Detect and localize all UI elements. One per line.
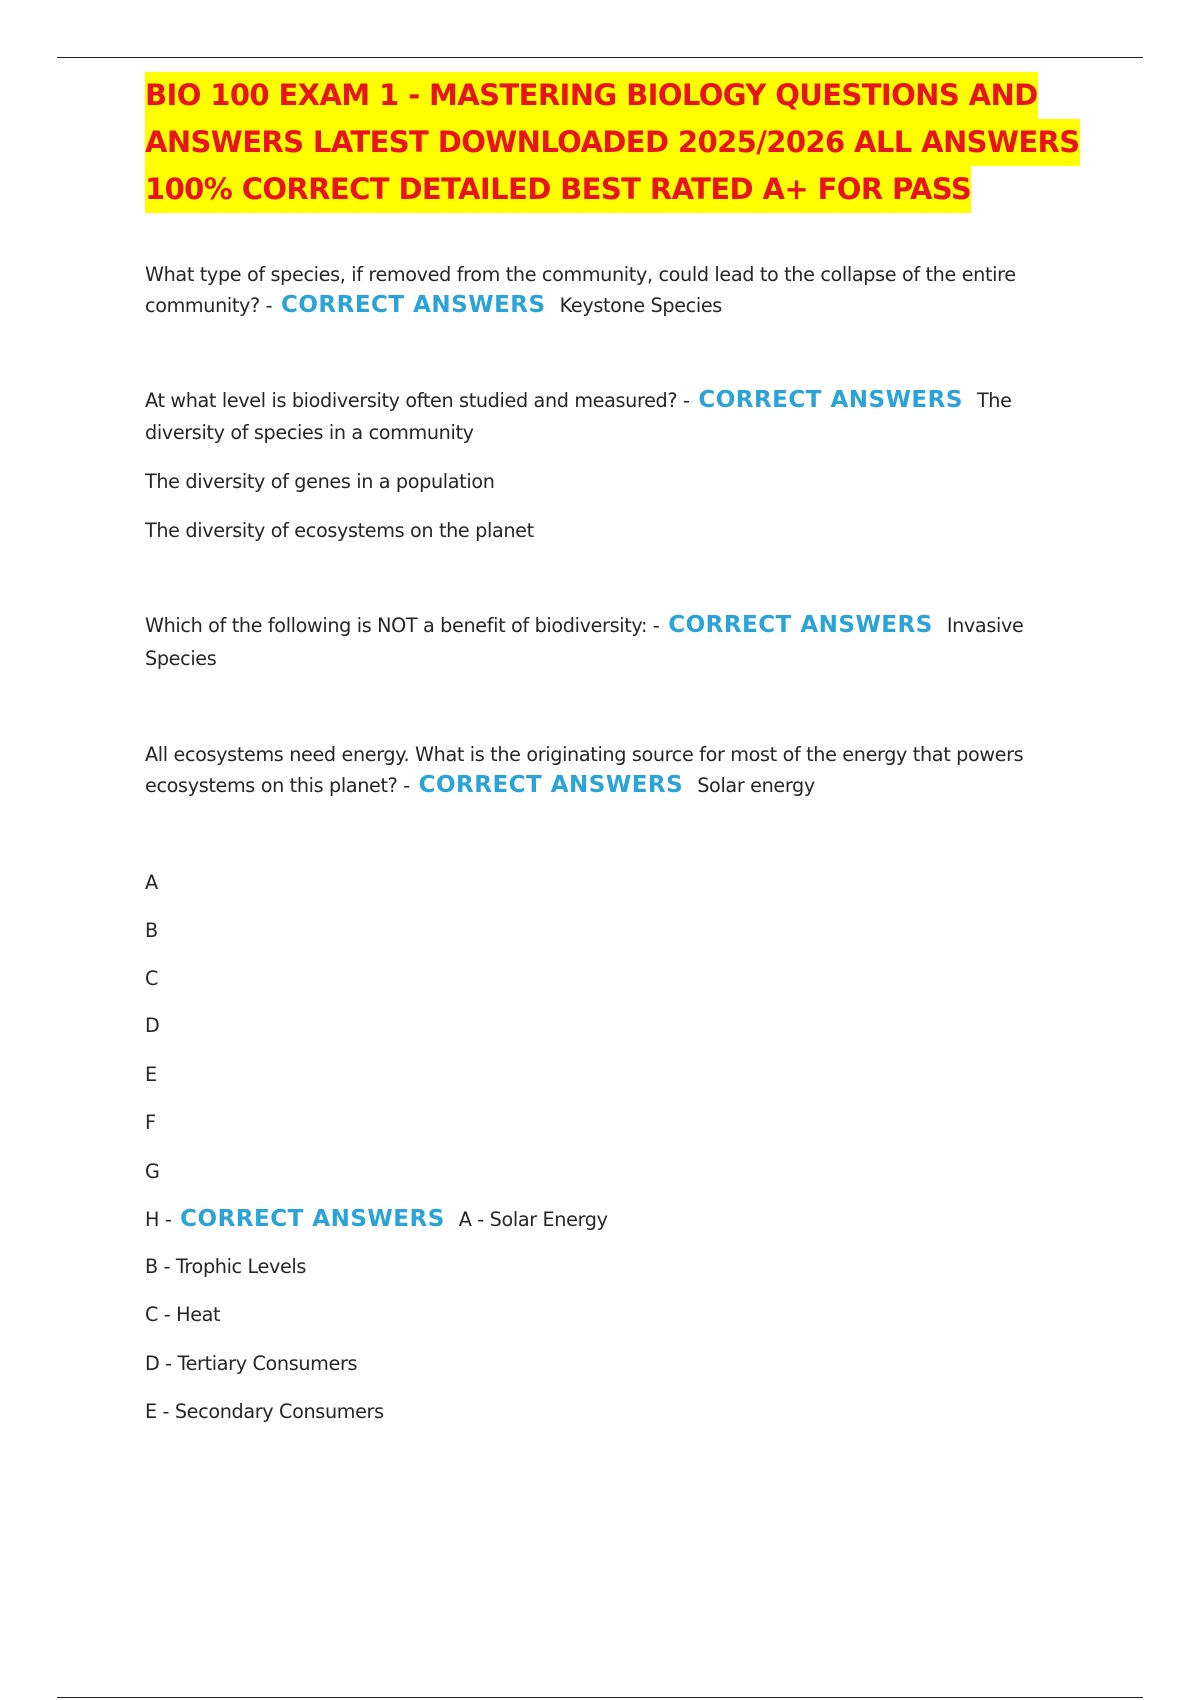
- q5-letter-g: G: [145, 1160, 160, 1183]
- q5-letter-f: F: [145, 1111, 156, 1134]
- q3-line-1: [145, 610, 1080, 641]
- q5-answer-b: B - Trophic Levels: [145, 1255, 307, 1278]
- q5-letter-a: A: [145, 871, 158, 894]
- correct-answers-label: CORRECT ANSWERS: [280, 292, 546, 318]
- document-title: [145, 72, 1105, 213]
- q2-question: At what level is biodiversity often studied and measured? -: [145, 389, 690, 412]
- q4-question-end: ecosystems on this planet? -: [145, 774, 410, 797]
- q1-line-1: What type of species, if removed from the community, could lead to the collapse of the entire: [145, 263, 1016, 286]
- q5-letter-e: E: [145, 1063, 157, 1086]
- q3-line-2: Species: [145, 647, 217, 670]
- q5-answer-a: A - Solar Energy: [458, 1208, 608, 1231]
- q4-line-2: [145, 770, 1080, 801]
- q1-answer: Keystone Species: [559, 294, 722, 317]
- bottom-rule: [57, 1697, 1143, 1698]
- q2-line-2: diversity of species in a community: [145, 421, 474, 444]
- q3-question: Which of the following is NOT a benefit of biodiversity: -: [145, 614, 660, 637]
- q1-question-end: community? -: [145, 294, 273, 317]
- correct-answers-label: CORRECT ANSWERS: [418, 772, 684, 798]
- q2-answer-start: The: [976, 389, 1012, 412]
- top-rule: [57, 57, 1143, 58]
- q5-answer-e: E - Secondary Consumers: [145, 1400, 384, 1423]
- title-line-1: BIO 100 EXAM 1 - MASTERING BIOLOGY QUESTIONS AND: [145, 72, 1038, 119]
- q5-letter-d: D: [145, 1014, 160, 1037]
- correct-answers-label: CORRECT ANSWERS: [180, 1206, 445, 1232]
- correct-answers-label: CORRECT ANSWERS: [698, 387, 963, 413]
- q5-letter-h: H -: [145, 1208, 172, 1231]
- q3-answer-start: Invasive: [946, 614, 1024, 637]
- q5-letter-c: C: [145, 967, 159, 990]
- q5-line-h: [145, 1204, 1080, 1235]
- q2-line-4: The diversity of ecosystems on the planet: [145, 519, 534, 542]
- q1-line-2: [145, 290, 1080, 321]
- q2-line-3: The diversity of genes in a population: [145, 470, 495, 493]
- correct-answers-label: CORRECT ANSWERS: [668, 612, 933, 638]
- q5-answer-d: D - Tertiary Consumers: [145, 1352, 358, 1375]
- title-line-2: ANSWERS LATEST DOWNLOADED 2025/2026 ALL ANSWERS: [145, 119, 1080, 166]
- q4-line-1: All ecosystems need energy. What is the originating source for most of the energy that powers: [145, 743, 1024, 766]
- q5-answer-c: C - Heat: [145, 1303, 221, 1326]
- q5-letter-b: B: [145, 919, 158, 942]
- title-line-3: 100% CORRECT DETAILED BEST RATED A+ FOR PASS: [145, 166, 971, 213]
- q4-answer: Solar energy: [697, 774, 815, 797]
- q2-line-1: [145, 385, 1080, 416]
